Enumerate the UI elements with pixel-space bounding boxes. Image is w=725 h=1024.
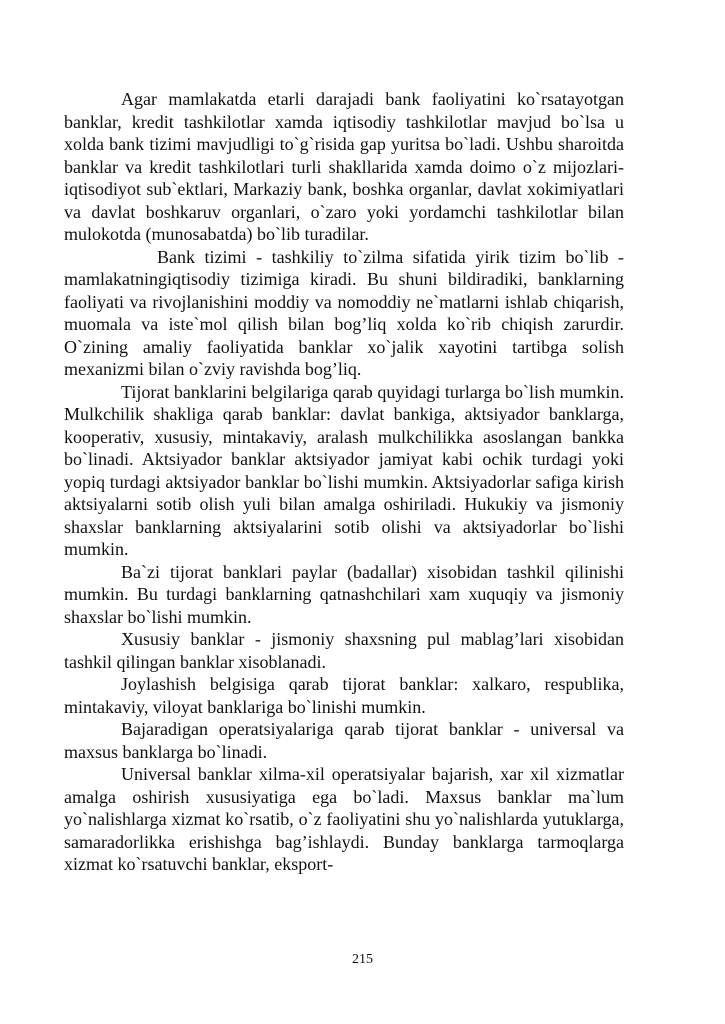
paragraph-bank-system-definition: Bank tizimi - tashkiliy to`zilma sifatida yirik tizim bo`lib - mamlakatningiqtisodiy tizimiga kiradi. Bu shuni bildiradiki, banklarning faoliyati va rivojlanishini moddiy va nomoddiy ne`matlarni ishlab chiqarish, muomala va iste`mol qilish bilan bog’liq xolda ko`rib chiqish zarurdir. O`zining amaliy faoliyatida banklar xo`jalik xayotini tartibga solish mexanizmi bilan o`zviy ravishda bog’liq. [64, 246, 624, 379]
paragraph-universal-banks: Universal banklar xilma-xil operatsiyalar bajarish, xar xil xizmatlar amalga oshirish xususiyatiga ega bo`ladi. Maxsus banklar ma`lum yo`nalishlarga xizmat ko`rsatib, o`z faoliyatini shu yo`nalishlarda yutuklarga, samaradorlikka erishishga bag’ishlaydi. Bunday banklarga tarmoqlarga xizmat ko`rsatuvchi banklar, eksport- [64, 764, 624, 874]
page-number: 215 [352, 952, 373, 967]
paragraph-operation-types: Bajaradigan operatsiyalariga qarab tijorat banklar - universal va maxsus banklarga bo`linadi. [64, 719, 624, 762]
paragraph-commercial-bank-types: Tijorat banklarini belgilariga qarab quyidagi turlarga bo`lish mumkin. Mulkchilik shakliga qarab banklar: davlat bankiga, aktsiyador banklarga, kooperativ, xususiy, mintakaviy, aralash mulkchilikka asoslangan bankka bo`linadi. Aktsiyador banklar aktsiyador jamiyat kabi ochik turdagi yoki yopiq turdagi aktsiyador banklar bo`lishi mumkin. Aktsiyadorlar safiga kirish aktsiyalarni sotib olish yuli bilan amalga oshiriladi. Hukukiy va jismoniy shaxslar banklarning aktsiyalarini sotib olishi va aktsiyadorlar bo`lishi mumkin. [64, 381, 624, 559]
paragraph-location-types: Joylashish belgisiga qarab tijorat banklar: xalkaro, respublika, mintakaviy, viloyat banklariga bo`linishi mumkin. [64, 674, 624, 717]
page-body [64, 88, 624, 876]
paragraph-private-banks: Xususiy banklar - jismoniy shaxsning pul mablag’lari xisobidan tashkil qilingan banklar xisoblanadi. [64, 629, 624, 672]
paragraph-bank-system-existence: Agar mamlakatda etarli darajadi bank faoliyatini ko`rsatayotgan banklar, kredit tashkilotlar xamda iqtisodiy tashkilotlar mavjud bo`lsa u xolda bank tizimi mavjudligi to`g`risida gap yuritsa bo`ladi. Ushbu sharoitda banklar va kredit tashkilotlari turli shakllarida xamda doimo o`z mijozlari- iqtisodiyot sub`ektlari, Markaziy bank, boshka organlar, davlat xokimiyatlari va davlat boshkaruv organlari, o`zaro yoki yordamchi tashkilotlar bilan mulokotda (munosabatda) bo`lib turadilar. [64, 89, 624, 244]
paragraph-share-based-banks: Ba`zi tijorat banklari paylar (badallar) xisobidan tashkil qilinishi mumkin. Bu turdagi banklarning qatnashchilari xam xuquqiy va jismoniy shaxslar bo`lishi mumkin. [64, 561, 624, 627]
